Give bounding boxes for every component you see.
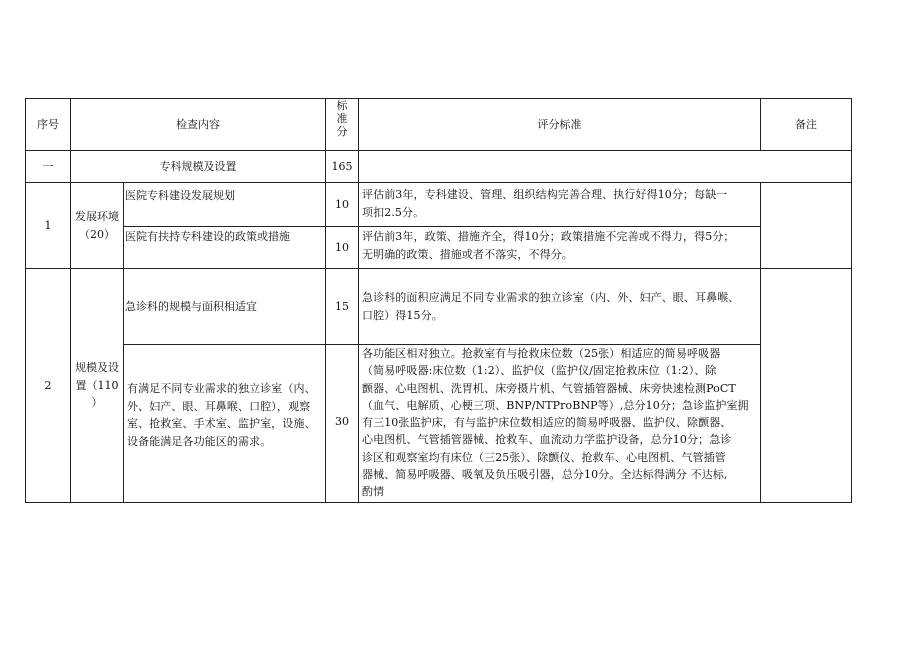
group2-category-line1: 规模及设 bbox=[75, 361, 119, 375]
group1-item2-content: 医院有扶持专科建设的政策或措施 bbox=[125, 230, 290, 243]
group1-category-line2: （20） bbox=[79, 227, 115, 241]
group2-category-line3: ） bbox=[91, 396, 103, 410]
group1-category bbox=[71, 183, 123, 268]
rule-section-bottom bbox=[25, 182, 851, 183]
group2-item2-score: 30 bbox=[335, 415, 349, 429]
header-score-line3: 分 bbox=[336, 125, 348, 138]
group2-item2-criteria-line5: 有三10张监护床，有与监护床位数相适应的简易呼吸器、监护仪、除颤器、 bbox=[362, 416, 732, 430]
group2-item1-criteria bbox=[360, 289, 760, 324]
group2-item2-content-line1: 有满足不同专业需求的独立诊室（内、 bbox=[127, 382, 316, 395]
group2-seq: 2 bbox=[44, 378, 52, 392]
rule-criteria-lower bbox=[760, 182, 761, 503]
group2-item2-criteria-line3: 颤器、心电图机、洗胃机、床旁摄片机、气管插管器械、床旁快速检测PoCT bbox=[362, 381, 736, 395]
group2-item2-content-line3: 室、抢救室、手术室、监护室，设施、 bbox=[127, 417, 316, 430]
rule-bottom bbox=[25, 502, 851, 503]
group2-item2-criteria bbox=[360, 345, 760, 501]
group2-item2-criteria-line8: 器械、简易呼吸器、吸氧及负压吸引器，总分10分。全达标得满分 不达标, bbox=[362, 468, 728, 482]
group1-item2-criteria-line2: 无明确的政策、措施或者不落实，不得分。 bbox=[362, 247, 573, 261]
group2-item1-criteria-line1: 急诊科的面积应满足不同专业需求的独立诊室（内、外、妇产、眼、耳鼻喉、 bbox=[362, 291, 740, 304]
rule-category bbox=[123, 182, 124, 503]
group2-category-line2: 置（110 bbox=[75, 378, 119, 392]
group1-item1-score: 10 bbox=[335, 198, 349, 212]
group1-item1-criteria-line1: 评估前3年，专科建设、管理、组织结构完善合理、执行好得10分；每缺一 bbox=[362, 188, 728, 201]
header-score-line1: 标 bbox=[336, 99, 348, 112]
section-score: 165 bbox=[331, 159, 353, 173]
group2-item2-content bbox=[125, 380, 325, 450]
group1-item2-criteria-line1: 评估前3年，政策、措施齐全，得10分；政策措施不完善或不得力，得5分； bbox=[362, 230, 735, 243]
group2-item1-score: 15 bbox=[335, 299, 349, 313]
group2-item2-content-line4: 设备能满足各功能区的需求。 bbox=[127, 434, 272, 448]
header-score-line2: 准 bbox=[336, 112, 348, 125]
rule-right bbox=[851, 98, 852, 503]
group2-item2-criteria-line1: 各功能区相对独立。抢救室有与抢救床位数（25张）相适应的简易呼吸器 bbox=[362, 347, 721, 360]
group2-item2-criteria-line2: （简易呼吸器:床位数（1:2）、监护仪（监护仪/固定抢救床位（1:2）、除 bbox=[362, 364, 717, 378]
rule-score bbox=[358, 98, 359, 503]
section-title: 专科规模及设置 bbox=[159, 159, 237, 173]
group2-item2-criteria-line7: 诊区和观察室均有床位（三25张）、除颤仪、抢救车、心电图机、气管插管 bbox=[362, 450, 726, 464]
group1-item1-content: 医院专科建设发展规划 bbox=[125, 189, 235, 202]
group2-item2-criteria-line4: （血气、电解质、心梗三项、BNP/NTProBNP等）,总分10分；急诊监护室拥 bbox=[362, 398, 749, 412]
group2-item2-criteria-line6: 心电图机、气管插管器械、抢救车、血流动力学监护设备，总分10分；急诊 bbox=[362, 433, 732, 447]
group1-item1-criteria bbox=[360, 186, 760, 221]
group2-category bbox=[71, 269, 123, 502]
group1-item2-criteria bbox=[360, 228, 760, 263]
header-remarks: 备注 bbox=[795, 117, 817, 131]
group1-item2-score: 10 bbox=[335, 241, 349, 255]
group1-seq: 1 bbox=[44, 218, 52, 232]
group2-item1-content: 急诊科的规模与面积相适宜 bbox=[125, 299, 257, 313]
header-score bbox=[326, 99, 358, 150]
group1-item1-criteria-line2: 项扣2.5分。 bbox=[362, 205, 425, 219]
section-seq: 一 bbox=[42, 159, 54, 173]
header-seq: 序号 bbox=[37, 117, 59, 131]
group2-item2-criteria-line9: 酌情 bbox=[362, 485, 385, 499]
rule-group1-mid bbox=[123, 226, 760, 227]
group2-item2-content-line2: 外、妇产、眼、耳鼻喉、口腔），观察 bbox=[127, 399, 311, 413]
group1-category-line1: 发展环境 bbox=[75, 210, 119, 223]
header-content: 检查内容 bbox=[176, 117, 220, 131]
header-criteria: 评分标准 bbox=[537, 117, 582, 131]
group2-item1-criteria-line2: 口腔）得15分。 bbox=[362, 308, 443, 322]
